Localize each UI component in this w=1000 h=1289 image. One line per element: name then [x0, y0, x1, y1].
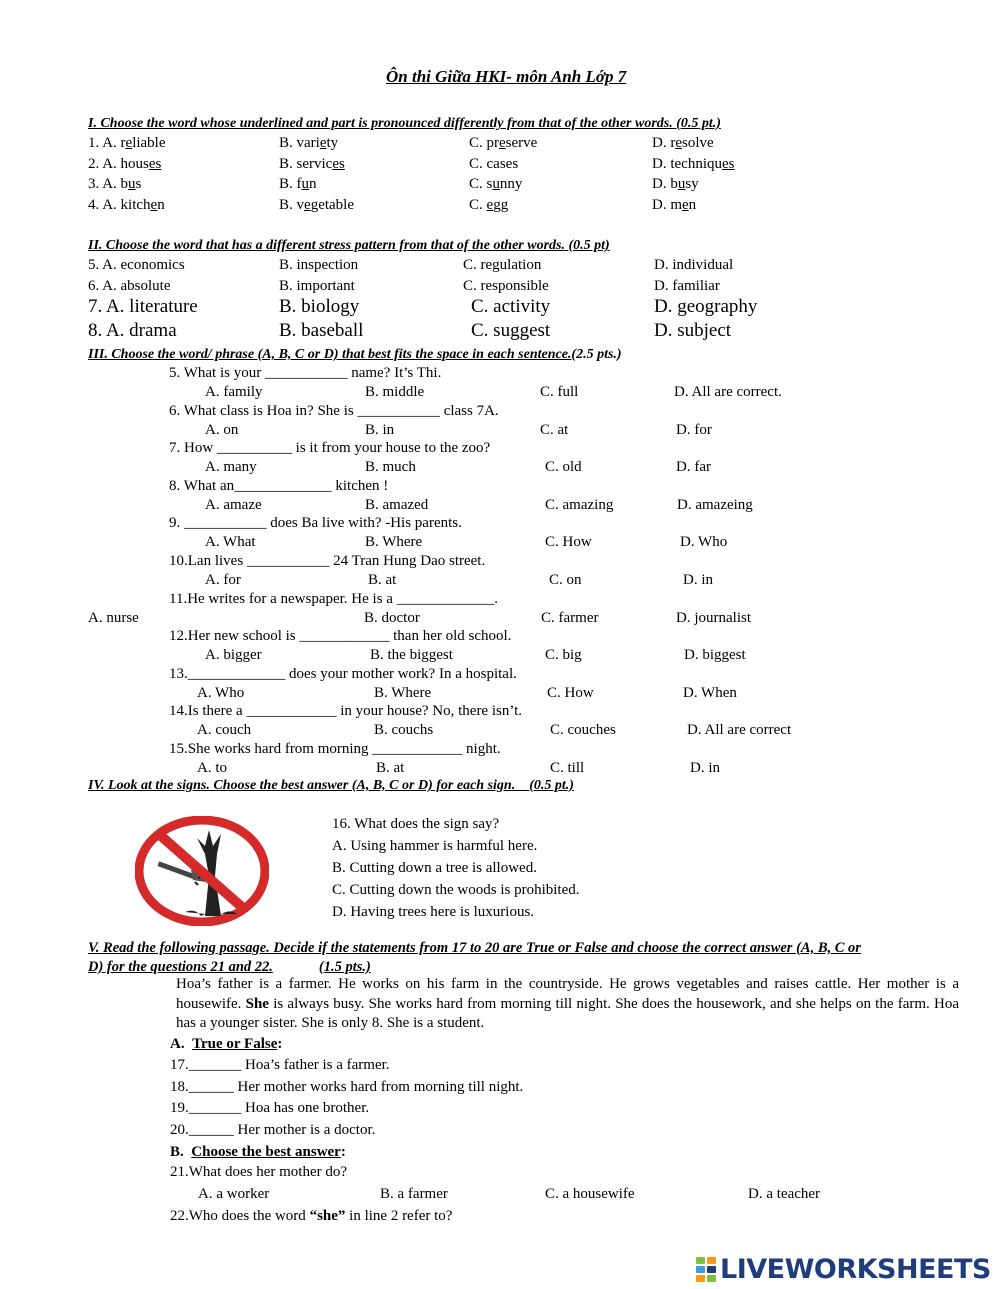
pronunciation-option-3d: [652, 175, 699, 193]
pronunciation-option-4c: [469, 196, 508, 214]
stress-option-6b: B. important: [279, 278, 355, 294]
page-title: Ôn thi Giữa HKI- môn Anh Lớp 7: [386, 67, 627, 86]
statement-text: Hoa’s father is a farmer.: [245, 1057, 390, 1073]
section-3-heading-text: III. Choose the word/ phrase (A, B, C or D) that best fits the space in each sentence.: [88, 347, 572, 362]
underlined-part: e: [150, 196, 158, 213]
question-16-option-d: D. Having trees here is luxurious.: [332, 904, 535, 920]
word-part: C. s: [469, 176, 493, 192]
part-b-heading: B. Choose the best answer:: [170, 1144, 346, 1160]
question-10-stem: 10.Lan lives ___________ 24 Tran Hung Dao street.: [169, 553, 486, 569]
question-15-stem: 15.She works hard from morning ____________ night.: [169, 741, 501, 757]
pronunciation-option-3c: [469, 175, 522, 193]
question-21-option-c: C. a housewife: [545, 1186, 635, 1202]
underlined-part: e: [125, 135, 133, 151]
question-13-option-d: D. When: [683, 684, 737, 701]
underlined-part: u: [677, 176, 686, 192]
reading-passage: [176, 975, 959, 1034]
underlined-part: u: [492, 176, 500, 192]
question-10-option-d: D. in: [683, 572, 713, 588]
no-tree-cutting-sign: [135, 816, 269, 926]
question-10-option-c: C. on: [549, 572, 582, 588]
question-22-word: “she”: [309, 1208, 346, 1224]
word-part: getable: [310, 196, 354, 213]
stress-option-6d: D. familiar: [654, 278, 720, 294]
question-8-option-b: B. amazed: [365, 496, 429, 513]
stress-option-5d: D. individual: [654, 257, 734, 273]
passage-text-2: is always busy. She works hard from morning till night. She does the housework, and she helps on the farm. Hoa has a younger sister. She is only 8. She is a student.: [176, 995, 959, 1031]
section-2-heading: II. Choose the word that has a different stress pattern from that of the other words. (0.5 pt): [88, 238, 610, 253]
pronunciation-option-2c: [469, 155, 518, 173]
question-6-option-a: A. on: [205, 421, 239, 438]
question-21: 21.What does her mother do?: [170, 1164, 348, 1180]
pronunciation-option-3b: [279, 175, 317, 193]
pronunciation-option-4a: [88, 196, 165, 214]
question-15-option-d: D. in: [690, 760, 720, 776]
question-11-option-d: D. journalist: [676, 609, 751, 626]
part-a-title: True or False: [192, 1036, 278, 1052]
pronunciation-option-1a: [88, 134, 166, 152]
pronunciation-option-4b: [279, 196, 354, 214]
question-12-stem: 12.Her new school is ____________ than her old school.: [169, 628, 512, 645]
logo-mark-icon: [696, 1257, 716, 1282]
underlined-part: es: [332, 155, 345, 172]
question-number: 4.: [88, 196, 103, 213]
pronunciation-option-2b: [279, 155, 345, 173]
pronunciation-option-2d: [652, 155, 734, 173]
section-5-points: (1.5 pts.): [318, 959, 371, 975]
tf-statement-17: [170, 1056, 390, 1074]
question-16-option-b: B. Cutting down a tree is allowed.: [332, 860, 537, 876]
question-7-option-a: A. many: [205, 459, 257, 476]
statement-number: 18.: [170, 1078, 189, 1095]
question-7-option-c: C. old: [545, 459, 582, 476]
question-22-pre: 22.Who does the word: [170, 1208, 310, 1224]
question-15-option-c: C. till: [550, 760, 585, 776]
section-5-heading-text: D) for the questions 21 and 22.: [88, 959, 273, 975]
stress-option-5b: B. inspection: [279, 257, 359, 273]
word-part: B. vari: [279, 135, 320, 151]
question-7-option-d: D. far: [676, 459, 711, 476]
question-15-option-b: B. at: [376, 760, 405, 776]
word-part: C. pr: [469, 135, 499, 151]
statement-number: 19.: [170, 1100, 189, 1116]
word-part: n: [157, 196, 165, 213]
underlined-part: e: [675, 135, 682, 151]
question-7-stem: 7. How __________ is it from your house to the zoo?: [169, 440, 491, 457]
stress-option-6c: C. responsible: [463, 278, 549, 294]
underlined-part: u: [301, 176, 309, 192]
question-13-option-a: A. Who: [197, 684, 245, 701]
section-1-points: pt.): [698, 116, 721, 131]
question-9-option-b: B. Where: [365, 534, 423, 551]
question-22-post: in line 2 refer to?: [345, 1208, 453, 1224]
answer-blank: ______: [188, 1078, 238, 1095]
stress-option-7d: D. geography: [654, 296, 758, 317]
question-6-option-b: B. in: [365, 421, 395, 438]
question-13-stem: 13._____________ does your mother work? In a hospital.: [169, 665, 517, 682]
question-11-option-c: C. farmer: [541, 609, 599, 626]
question-5-option-c: C. full: [540, 384, 579, 400]
question-number: 2.: [88, 155, 103, 172]
question-13-option-c: C. How: [547, 684, 594, 701]
word-part: ty: [326, 135, 339, 151]
word-part: nny: [499, 176, 523, 192]
word-part: B. servic: [279, 155, 333, 172]
underlined-part: e: [304, 196, 311, 213]
underlined-part: e: [319, 135, 327, 151]
word-part: gg: [493, 196, 509, 213]
question-9-stem: 9. ___________ does Ba live with? -His parents.: [169, 515, 462, 532]
question-21-option-b: B. a farmer: [380, 1186, 448, 1202]
question-12-option-a: A. bigger: [205, 647, 262, 664]
question-14-option-a: A. couch: [197, 722, 252, 739]
pronunciation-option-2a: [88, 155, 161, 173]
stress-option-7a: 7. A. literature: [88, 296, 198, 317]
word-part: A. hous: [102, 155, 149, 172]
pronunciation-option-1b: [279, 134, 338, 152]
section-5-heading-line1: V. Read the following passage. Decide if the statements from 17 to 20 are True or False and choose the correct answer (A, B, C or: [88, 940, 861, 956]
question-14-option-d: D. All are correct: [687, 722, 792, 739]
section-1-heading: [88, 115, 721, 132]
word-part: A. kitch: [102, 196, 151, 213]
question-number: 3.: [88, 176, 103, 192]
section-5-heading-line2: [88, 959, 371, 976]
question-9-option-c: C. How: [545, 534, 592, 551]
question-6-option-c: C. at: [540, 421, 569, 438]
question-number: 1.: [88, 135, 103, 151]
passage-bold-she: She: [245, 995, 269, 1012]
stress-option-8d: D. subject: [654, 320, 732, 341]
passage-text-1: Hoa’s father is a farmer. He works on his farm in the countryside. He grows vegetables and raises cattle. Her mother is a housewife.: [176, 976, 959, 1012]
part-a-label: A.: [170, 1036, 185, 1052]
underlined-part: es: [721, 155, 735, 172]
question-11-stem: 11.He writes for a newspaper. He is a _____________.: [169, 590, 498, 607]
question-5-stem: 5. What is your ___________ name? It’s Thi.: [169, 365, 442, 381]
word-part: serve: [505, 135, 538, 151]
word-part: sy: [685, 176, 699, 192]
question-12-option-c: C. big: [545, 647, 582, 664]
question-13-option-b: B. Where: [374, 684, 432, 701]
underlined-part: es: [148, 155, 162, 172]
section-3-points: (2.5 pts.): [571, 347, 622, 362]
section-3-heading: [88, 346, 622, 363]
section-4-points: (0.5 pt.): [529, 778, 574, 793]
question-7-option-b: B. much: [365, 459, 416, 476]
question-14-option-b: B. couchs: [374, 722, 434, 739]
answer-blank: ______: [188, 1121, 238, 1138]
part-b-title: Choose the best answer: [191, 1144, 341, 1160]
part-a-heading: A. True or False:: [170, 1036, 283, 1052]
question-16-option-a: A. Using hammer is harmful here.: [332, 838, 538, 854]
word-part: liable: [132, 135, 166, 151]
question-11-option-b: B. doctor: [364, 609, 420, 626]
underlined-part: u: [128, 176, 136, 192]
liveworksheets-logo: [696, 1252, 991, 1286]
word-part: D. m: [652, 196, 682, 213]
question-8-option-c: C. amazing: [545, 496, 614, 513]
statement-text: Hoa has one brother.: [245, 1100, 370, 1116]
tf-statement-20: [170, 1121, 375, 1139]
section-4-heading-text: IV. Look at the signs. Choose the best answer (A, B, C or D) for each sign: [88, 778, 512, 793]
word-part: B. v: [279, 196, 305, 213]
question-12-option-d: D. biggest: [684, 647, 746, 664]
question-16-option-c: C. Cutting down the woods is prohibited.: [332, 882, 580, 898]
answer-blank: _______: [188, 1100, 245, 1116]
part-b-label: B.: [170, 1144, 184, 1160]
question-14-option-c: C. couches: [550, 722, 616, 739]
question-10-option-b: B. at: [368, 572, 397, 588]
question-11-option-a: A. nurse: [88, 609, 139, 626]
answer-blank: _______: [188, 1057, 245, 1073]
question-15-option-a: A. to: [197, 760, 227, 776]
question-16: 16. What does the sign say?: [332, 816, 500, 832]
question-5-option-a: A. family: [205, 384, 263, 400]
question-8-option-d: D. amazeing: [677, 496, 753, 513]
pronunciation-option-1c: [469, 134, 537, 152]
underlined-part: e: [682, 196, 689, 213]
pronunciation-option-4d: [652, 196, 696, 214]
statement-number: 20.: [170, 1121, 189, 1138]
question-8-option-a: A. amaze: [205, 496, 262, 513]
question-5-option-b: B. middle: [365, 384, 425, 400]
stress-option-5a: 5. A. economics: [88, 257, 185, 273]
logo-text: LIVEWORKSHEETS: [720, 1253, 991, 1285]
question-10-option-a: A. for: [205, 572, 241, 588]
statement-number: 17.: [170, 1057, 189, 1073]
question-9-option-d: D. Who: [680, 534, 728, 551]
underlined-part: e: [486, 196, 494, 213]
stress-option-5c: C. regulation: [463, 257, 542, 273]
question-8-stem: 8. What an_____________ kitchen !: [169, 477, 389, 494]
statement-text: Her mother works hard from morning till night.: [237, 1078, 524, 1095]
statement-text: Her mother is a doctor.: [237, 1121, 376, 1138]
word-part: n: [688, 196, 697, 213]
word-part: C.: [469, 196, 487, 213]
word-part: s: [135, 176, 142, 192]
stress-option-7b: B. biology: [279, 296, 360, 317]
word-part: B. f: [279, 176, 302, 192]
word-part: A. r: [102, 135, 126, 151]
stress-option-8a: 8. A. drama: [88, 320, 177, 341]
word-part: n: [309, 176, 317, 192]
section-4-heading: IV. Look at the signs. Choose the best answer (A, B, C or D) for each sign. (0.5 pt.): [88, 778, 574, 793]
question-12-option-b: B. the biggest: [370, 647, 453, 664]
stress-option-8c: C. suggest: [471, 320, 551, 341]
question-9-option-a: A. What: [205, 534, 256, 551]
tf-statement-19: [170, 1099, 369, 1117]
question-22: [170, 1207, 452, 1225]
stress-option-7c: C. activity: [471, 296, 551, 317]
question-14-stem: 14.Is there a ____________ in your house? No, there isn’t.: [169, 703, 522, 720]
pronunciation-option-1d: [652, 134, 714, 152]
pronunciation-option-3a: [88, 175, 141, 193]
word-part: D. techniqu: [652, 155, 722, 172]
word-part: C. cases: [469, 155, 519, 172]
stress-option-6a: 6. A. absolute: [88, 278, 171, 294]
word-part: A. b: [102, 176, 129, 192]
underlined-part: e: [499, 135, 506, 151]
question-6-stem: 6. What class is Hoa in? She is ___________ class 7A.: [169, 402, 499, 419]
question-21-option-d: D. a teacher: [748, 1186, 821, 1202]
question-5-option-d: D. All are correct.: [674, 384, 782, 400]
section-1-heading-text: I. Choose the word whose underlined and part is pronounced differently from that of the other words. (0.5: [88, 116, 699, 131]
stress-option-8b: B. baseball: [279, 320, 364, 341]
word-part: D. b: [652, 176, 678, 192]
word-part: solve: [682, 135, 714, 151]
word-part: D. r: [652, 135, 676, 151]
question-21-option-a: A. a worker: [198, 1186, 270, 1202]
question-6-option-d: D. for: [676, 421, 712, 438]
tf-statement-18: [170, 1078, 523, 1096]
